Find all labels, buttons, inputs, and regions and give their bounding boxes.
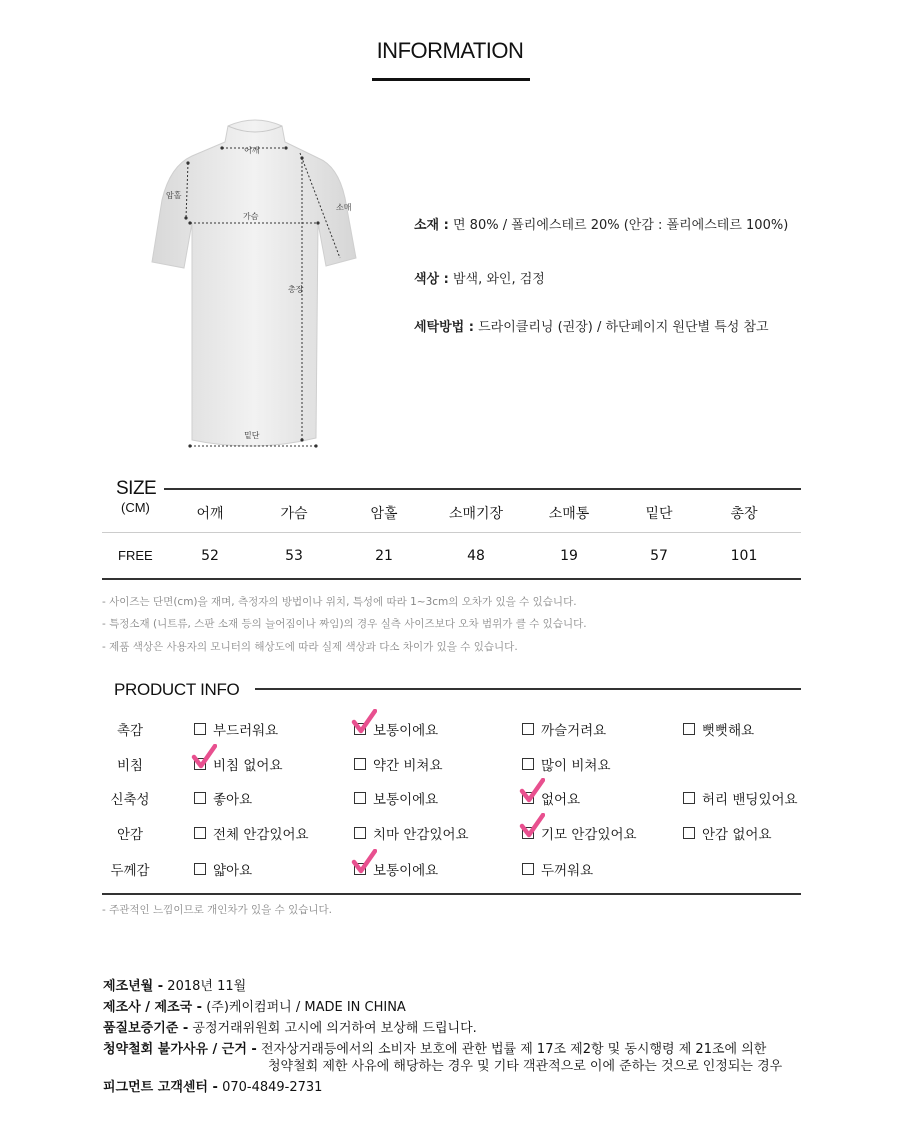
checkbox: [522, 792, 534, 804]
checkbox: [683, 792, 695, 804]
diagram-label-armhole: 암홀: [166, 191, 182, 200]
checkbox: [354, 758, 366, 770]
option-label: 보통이에요: [373, 723, 439, 739]
checkmark-icon: [519, 778, 545, 804]
size-col-header: 암홀: [370, 506, 398, 522]
checkmark-icon: [351, 709, 377, 735]
product-info-option: [683, 823, 772, 843]
checkbox: [354, 827, 366, 839]
spec-washing-value: 드라이클리닝 (권장) / 하단페이지 원단별 특성 참고: [478, 320, 769, 335]
product-info-option: [522, 788, 580, 808]
spec-material-value: 면 80% / 폴리에스테르 20% (안감 : 폴리에스테르 100%): [452, 218, 789, 233]
product-info-option: [522, 719, 606, 739]
checkbox: [683, 827, 695, 839]
checkmark-icon: [519, 813, 545, 839]
size-top-divider: [164, 488, 801, 490]
product-info-note: - 주관적인 느낌이므로 개인차가 있을 수 있습니다.: [102, 904, 333, 916]
spec-color: [414, 268, 545, 287]
product-info-option: [354, 719, 438, 739]
size-col-header: 총장: [730, 506, 758, 522]
size-bottom-divider: [102, 578, 801, 580]
checkbox: [354, 723, 366, 735]
spec-color-value: 밤색, 와인, 검정: [452, 272, 545, 287]
checkbox: [522, 723, 534, 735]
product-info-option: [683, 719, 754, 739]
product-info-option: [194, 823, 309, 843]
footer-value: 2018년 11월: [167, 979, 247, 994]
product-info-option: [522, 859, 593, 879]
diagram-label-sleeve: 소매: [336, 203, 352, 212]
product-info-bottom-divider: [102, 893, 801, 895]
option-label: 안감 없어요: [702, 827, 772, 843]
spec-color-label: 색상 :: [414, 272, 449, 287]
option-label: 전체 안감있어요: [213, 827, 309, 843]
product-info-option: [354, 859, 438, 879]
product-info-option: [354, 788, 438, 808]
size-unit: (CM): [121, 500, 150, 515]
option-label: 얇아요: [213, 863, 253, 879]
checkbox: [522, 758, 534, 770]
product-info-top-divider: [255, 688, 801, 690]
checkbox: [522, 827, 534, 839]
footer-value: 전자상거래등에서의 소비자 보호에 관한 법률 제 17조 제2항 및 동시행령 제 21조에 의한: [260, 1042, 767, 1057]
product-info-heading: PRODUCT INFO: [114, 680, 240, 699]
checkbox: [354, 792, 366, 804]
checkbox: [354, 863, 366, 875]
footer-customer-center: [103, 1076, 322, 1095]
footer-withdrawal-cont: 청약철회 제한 사유에 해당하는 경우 및 기타 객관적으로 이에 준하는 것으로 인정되는 경우: [268, 1059, 783, 1074]
product-info-option: [194, 859, 252, 879]
product-info-option: [194, 754, 283, 774]
option-label: 많이 비쳐요: [541, 758, 611, 774]
option-label: 보통이에요: [373, 792, 439, 808]
spec-material-label: 소재 :: [414, 218, 449, 233]
footer-manufacture-date: [103, 975, 246, 994]
product-info-option: [354, 823, 469, 843]
page-title: INFORMATION: [376, 38, 524, 63]
product-info-option: [522, 754, 611, 774]
option-label: 부드러워요: [213, 723, 279, 739]
diagram-label-shoulder: 어깨: [244, 146, 260, 155]
size-value: 53: [285, 548, 303, 564]
footer-label: 제조년월 -: [103, 979, 164, 994]
size-value: 48: [467, 548, 485, 564]
option-label: 치마 안감있어요: [373, 827, 469, 843]
checkmark-icon: [351, 849, 377, 875]
size-value: 19: [560, 548, 578, 564]
size-heading: SIZE: [116, 478, 157, 499]
product-info-row-label: 비침: [116, 758, 144, 774]
product-info-row-label: 촉감: [116, 723, 144, 739]
size-value: 57: [650, 548, 668, 564]
footer-label: 청약철회 불가사유 / 근거 -: [103, 1042, 257, 1057]
size-col-header: 어깨: [196, 506, 224, 522]
checkbox: [522, 863, 534, 875]
title-underline: [372, 78, 530, 81]
checkbox: [194, 863, 206, 875]
size-note: - 사이즈는 단면(cm)을 재며, 측정자의 방법이나 위치, 특성에 따라 1~3cm의 오차가 있을 수 있습니다.: [102, 596, 577, 608]
product-info-row-label: 신축성: [110, 792, 150, 808]
option-label: 보통이에요: [373, 863, 439, 879]
footer-value: 070-4849-2731: [222, 1080, 323, 1095]
option-label: 좋아요: [213, 792, 253, 808]
footer-label: 제조사 / 제조국 -: [103, 1000, 203, 1015]
spec-washing-label: 세탁방법 :: [414, 320, 474, 335]
product-info-option: [194, 719, 278, 739]
option-label: 뻣뻣해요: [702, 723, 755, 739]
checkbox: [194, 827, 206, 839]
footer-label: 품질보증기준 -: [103, 1021, 189, 1036]
garment-diagram: [140, 108, 370, 458]
footer-value: (주)케이컴퍼니 / MADE IN CHINA: [206, 1000, 406, 1015]
size-col-header: 밑단: [645, 506, 673, 522]
size-note: - 제품 색상은 사용자의 모니터의 해상도에 따라 실제 색상과 다소 차이가 있을 수 있습니다.: [102, 641, 518, 653]
spec-washing: [414, 316, 769, 335]
option-label: 허리 밴딩있어요: [702, 792, 798, 808]
spec-material: [414, 214, 788, 233]
diagram-label-length: 총장: [288, 285, 304, 294]
size-row-label: FREE: [118, 548, 153, 563]
size-col-header: 소매기장: [448, 506, 504, 522]
footer-warranty: [103, 1017, 477, 1036]
product-info-option: [354, 754, 443, 774]
dress-illustration: [140, 108, 370, 458]
checkmark-icon: [191, 744, 217, 770]
option-label: 없어요: [541, 792, 581, 808]
product-info-option: [683, 788, 798, 808]
size-col-header: 소매통: [548, 506, 590, 522]
footer-label: 피그먼트 고객센터 -: [103, 1080, 218, 1095]
checkbox: [194, 723, 206, 735]
option-label: 두꺼워요: [541, 863, 594, 879]
size-note: - 특정소재 (니트류, 스판 소재 등의 늘어짐이나 짜임)의 경우 실측 사이즈보다 오차 범위가 클 수 있습니다.: [102, 618, 587, 630]
size-value: 101: [730, 548, 758, 564]
size-value: 52: [201, 548, 219, 564]
option-label: 비침 없어요: [213, 758, 283, 774]
option-label: 까슬거려요: [541, 723, 607, 739]
checkbox: [683, 723, 695, 735]
checkbox: [194, 792, 206, 804]
product-info-row-label: 안감: [116, 827, 144, 843]
option-label: 기모 안감있어요: [541, 827, 637, 843]
product-info-row-label: 두께감: [110, 863, 150, 879]
diagram-label-hem: 밑단: [244, 431, 260, 440]
size-mid-divider: [102, 532, 801, 533]
product-info-option: [194, 788, 252, 808]
footer-value: 공정거래위원회 고시에 의거하여 보상해 드립니다.: [192, 1021, 477, 1036]
size-value: 21: [375, 548, 393, 564]
footer-manufacturer: [103, 996, 406, 1015]
size-col-header: 가슴: [280, 506, 308, 522]
option-label: 약간 비쳐요: [373, 758, 443, 774]
checkbox: [194, 758, 206, 770]
diagram-label-chest: 가슴: [243, 212, 259, 221]
product-info-option: [522, 823, 637, 843]
